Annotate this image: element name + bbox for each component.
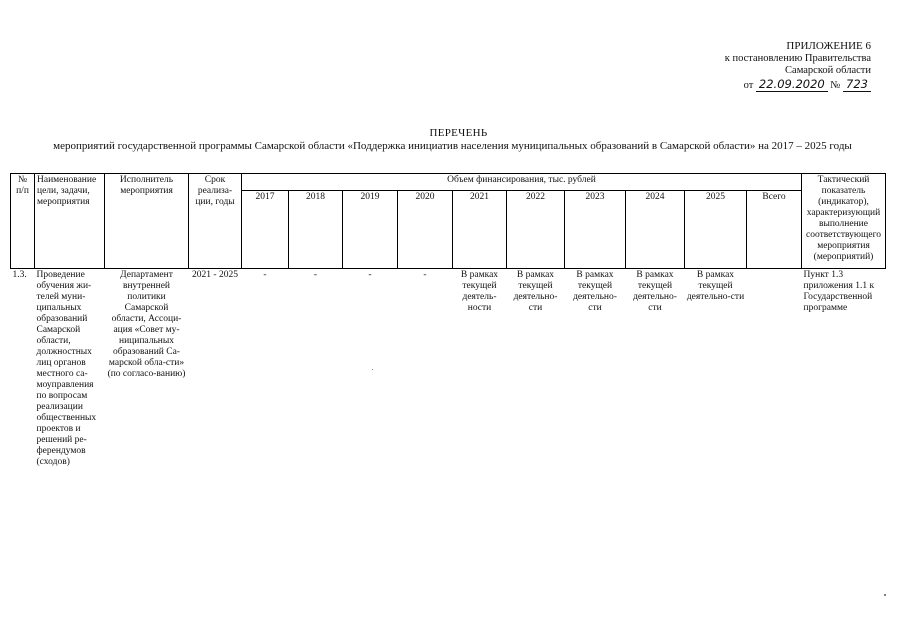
handwritten-number: 723 xyxy=(843,77,871,92)
header-year-2025: 2025 xyxy=(685,191,747,269)
date-prefix: от xyxy=(743,79,754,91)
row-2021: В рамках текущей деятель-ности xyxy=(460,270,499,313)
row-2018: - xyxy=(313,270,318,280)
row-total xyxy=(747,269,802,470)
header-indicator: Тактический показатель (индикатор), характеризующий выполнение соответствующего мероприятия (мероприятий) xyxy=(802,174,886,269)
appendix-date-line xyxy=(611,78,871,93)
row-2024: В рамках текущей деятельно-сти xyxy=(633,270,677,313)
header-year-2019: 2019 xyxy=(343,191,398,269)
header-year-2024: 2024 xyxy=(626,191,685,269)
row-2025: В рамках текущей деятельно-сти xyxy=(686,270,745,302)
row-2017: - xyxy=(263,270,267,280)
appendix-line-1: к постановлению Правительства xyxy=(724,52,871,64)
table-row xyxy=(11,269,886,470)
row-2022: В рамках текущей деятельно-сти xyxy=(513,270,558,313)
row-name: Проведение обучения жи-телей муни-ципальных образований Самарской области, должностных лиц органов местного са-моуправления по вопросам реализации общественных проектов и решений ре-ферендумов (сходов) xyxy=(36,270,97,467)
row-2023: В рамках текущей деятельно-сти xyxy=(573,270,617,313)
handwritten-date: 22.09.2020 xyxy=(756,77,828,92)
document-subtitle: мероприятий государственной программы Самарской области «Поддержка инициатив населения муниципальных образований в Самарской области» на 2017 – 2025 годы xyxy=(53,140,852,152)
header-year-2022: 2022 xyxy=(507,191,565,269)
header-total: Всего xyxy=(747,191,802,269)
appendix-header xyxy=(611,40,871,92)
header-name: Наименование цели, задачи, мероприятия xyxy=(35,174,105,269)
row-2019: - xyxy=(368,270,372,280)
document-title: ПЕРЕЧЕНЬ xyxy=(429,127,488,139)
header-year-2018: 2018 xyxy=(289,191,343,269)
header-row-1 xyxy=(11,174,886,191)
appendix-title: ПРИЛОЖЕНИЕ 6 xyxy=(786,40,871,52)
header-term: Срок реализа-ции, годы xyxy=(189,174,242,269)
row-num: 1.3. xyxy=(12,270,27,280)
header-year-2017: 2017 xyxy=(242,191,289,269)
document-title-block xyxy=(0,127,905,153)
row-indicator: Пункт 1.3 приложения 1.1 к Государственной программе xyxy=(803,270,875,313)
row-executor: Департамент внутренней политики Самарской области, Ассоци-ация «Совет му-ниципальных образований Са-марской обла-сти» (по согласо-ванию) xyxy=(107,270,186,379)
header-year-2020: 2020 xyxy=(398,191,453,269)
row-2020: - xyxy=(423,270,427,280)
header-year-2021: 2021 xyxy=(453,191,507,269)
header-executor: Исполнитель мероприятия xyxy=(105,174,189,269)
header-funding: Объем финансирования, тыс. рублей xyxy=(242,174,802,191)
measures-table xyxy=(10,173,886,469)
appendix-line-2: Самарской области xyxy=(785,65,871,76)
header-year-2023: 2023 xyxy=(565,191,626,269)
scan-speck xyxy=(884,594,886,596)
number-prefix: № xyxy=(830,79,841,91)
scan-speck xyxy=(372,369,373,370)
header-num: № п/п xyxy=(11,174,35,269)
row-term: 2021 - 2025 xyxy=(192,270,238,280)
